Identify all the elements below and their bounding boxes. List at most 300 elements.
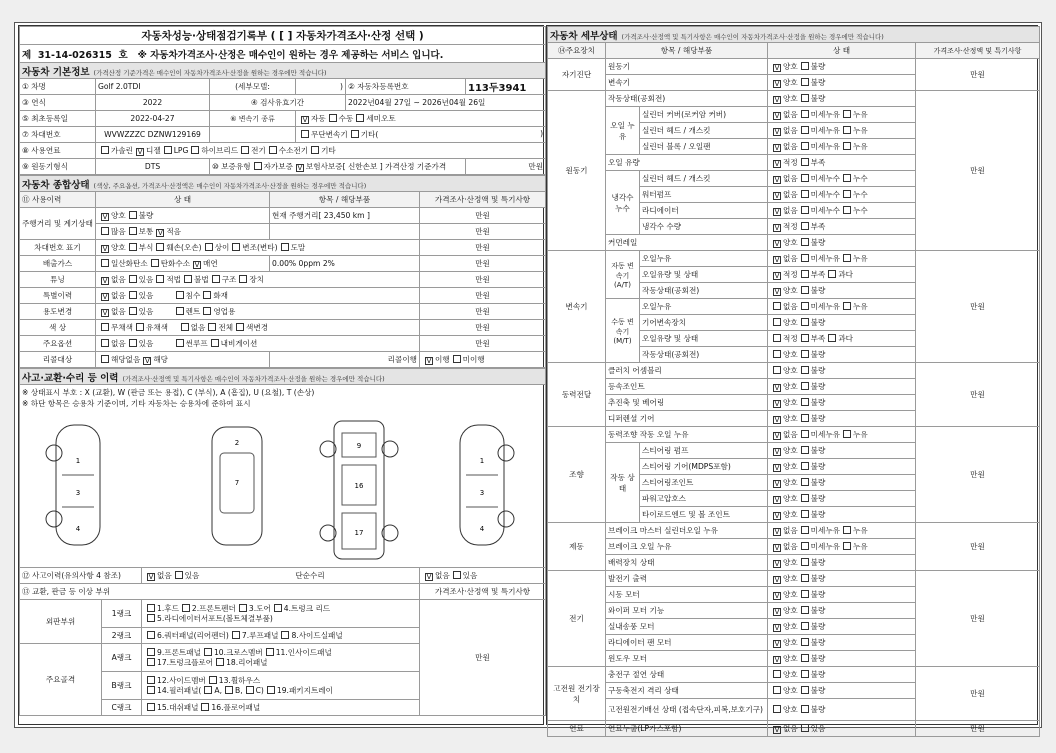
checkbox-checked[interactable]: V [774,272,780,280]
checkbox[interactable] [147,676,155,684]
checkbox[interactable] [801,238,809,246]
checkbox[interactable] [311,146,319,154]
checkbox[interactable] [184,275,192,283]
checkbox[interactable] [181,323,189,331]
state-options: V 양호 불량 [768,459,916,475]
trans-options: V 자동 수동 세미오토 [296,111,546,127]
state-options: V 양호 불량 [768,59,916,75]
checkbox-checked[interactable]: V [774,576,780,584]
item-label: 실린더 헤드 / 개스킷 [640,123,768,139]
recall-done-opts: V 이행 미이행 [420,352,546,368]
detail-title: 자동차 세부상태 (가격조사·산정액 및 특기사항은 매수인이 자동차가격조사·산정을 원하는 경우에만 적습니다) [548,27,1040,43]
year-label: ③ 연식 [20,95,96,111]
state-options: V 적정 부족 과다 [768,267,916,283]
item-label: 타이로드엔드 및 볼 조인트 [640,507,768,523]
checkbox[interactable] [801,222,809,230]
checkbox[interactable] [156,243,164,251]
checkbox[interactable] [801,62,809,70]
car-front-view-icon [202,415,272,555]
checkbox-checked[interactable]: V [102,277,108,285]
checkbox[interactable] [211,339,219,347]
checkbox[interactable] [843,142,851,150]
item-label: 동력조향 작동 오일 누유 [606,427,768,443]
checkbox-checked[interactable]: V [137,148,143,156]
checkbox[interactable] [801,478,809,486]
checkbox[interactable] [801,542,809,550]
first-reg-label: ⑤ 최초등록일 [20,111,96,127]
checkbox[interactable] [329,114,337,122]
state-options: V 적정 부족 [768,155,916,171]
checkbox[interactable] [351,130,359,138]
svg-text:9: 9 [356,442,362,450]
checkbox-checked[interactable]: V [774,208,780,216]
checkbox-checked[interactable]: V [774,112,780,120]
state-options: V 양호 불량 [768,91,916,107]
checkbox[interactable] [176,307,184,315]
checkbox[interactable] [175,571,183,579]
item-label: 오일 유량 [606,155,768,171]
checkbox[interactable] [801,705,809,713]
checkbox[interactable] [129,211,137,219]
svg-text:4: 4 [479,525,485,533]
checkbox[interactable] [801,606,809,614]
svg-text:17: 17 [354,529,364,537]
svg-text:1: 1 [479,457,485,465]
state-options: V 없음 미세누수 누수 [768,171,916,187]
state-options: V 양호 불량 [768,619,916,635]
state-options: 양호 불량 [768,667,916,683]
checkbox-checked[interactable]: V [774,160,780,168]
state-options: V 없음 미세누유 누유 [768,251,916,267]
checkbox-checked[interactable]: V [302,116,308,124]
svg-text:2: 2 [234,439,240,447]
fuel-options: 가솔린 V 디젤 LPG 하이브리드 전기 수소전기 기타 [96,143,546,159]
checkbox[interactable] [147,614,155,622]
checkbox-checked[interactable]: V [774,128,780,136]
checkbox-checked[interactable]: V [774,480,780,488]
price-cell: 만원 [420,224,546,240]
checkbox[interactable] [204,648,212,656]
price-cell: 만원 [916,59,1040,91]
recall-label: 리콜대상 [20,352,96,368]
item-label: 와이퍼 모터 기능 [606,603,768,619]
checkbox-checked[interactable]: V [774,640,780,648]
item-label: 연료누출(LP가스포함) [606,721,768,737]
year-value: 2022 [96,95,210,111]
vin-mark-label: 차대번호 표기 [20,240,96,256]
checkbox[interactable] [843,126,851,134]
accident-history-opts: V 없음 있음 단순수리 [142,568,420,584]
price-cell: 만원 [916,667,1040,721]
checkbox-checked[interactable]: V [426,357,432,365]
item-label: 시동 모터 [606,587,768,603]
checkbox[interactable] [101,227,109,235]
checkbox[interactable] [453,355,461,363]
item-label: 실린더 블록 / 오일팬 [640,139,768,155]
checkbox[interactable] [254,162,262,170]
checkbox-checked[interactable]: V [774,624,780,632]
checkbox[interactable] [843,190,851,198]
checkbox-checked[interactable]: V [774,400,780,408]
checkbox[interactable] [232,631,240,639]
state-options: V 양호 불량 [768,283,916,299]
checkbox[interactable] [209,676,217,684]
checkbox[interactable] [801,190,809,198]
checkbox[interactable] [843,302,851,310]
checkbox[interactable] [101,146,109,154]
col-device: ⑭주요장치 [548,43,606,59]
device-label: 고전원 전기장치 [548,667,606,721]
checkbox[interactable] [147,658,155,666]
checkbox[interactable] [801,462,809,470]
sub-label: 냉각수 누수 [606,171,640,235]
checkbox[interactable] [274,604,282,612]
checkbox[interactable] [136,323,144,331]
device-label: 연료 [548,721,606,737]
checkbox[interactable] [801,254,809,262]
checkbox-checked[interactable]: V [774,528,780,536]
checkbox[interactable] [801,510,809,518]
car-name-label: ① 차명 [20,79,96,95]
outer-panel-label: 외판부위 [20,600,102,644]
checkbox-checked[interactable]: V [774,464,780,472]
checkbox-checked[interactable]: V [774,416,780,424]
svg-text:4: 4 [75,525,81,533]
checkbox[interactable] [801,590,809,598]
checkbox[interactable] [801,286,809,294]
parts-label: ⑬ 교환, 판금 등 이상 부위 [20,584,420,600]
checkbox[interactable] [129,275,137,283]
sub-label: 오일 누유 [606,107,640,155]
checkbox[interactable] [204,686,212,694]
checkbox-checked[interactable]: V [774,256,780,264]
state-options: V 적정 부족 [768,219,916,235]
checkbox[interactable] [101,339,109,347]
item-label: 구동축전지 격리 상태 [606,683,768,699]
state-options: 양호 불량 [768,683,916,699]
rank2-items: 6.쿼터패널(리어펜더) 7.루프패널 8.사이드실패널 [142,628,420,644]
checkbox-checked[interactable]: V [774,192,780,200]
checkbox[interactable] [208,323,216,331]
checkbox[interactable] [281,631,289,639]
checkbox-checked[interactable]: V [774,144,780,152]
checkbox[interactable] [801,382,809,390]
sub-label: 수동 변속기 (M/T) [606,299,640,363]
checkbox[interactable] [801,414,809,422]
checkbox-checked[interactable]: V [774,592,780,600]
price-cell: 만원 [420,256,546,272]
checkbox[interactable] [801,446,809,454]
checkbox[interactable] [801,686,809,694]
model-label: (세부모델: [210,79,296,95]
rankB-label: B랭크 [102,672,142,700]
checkbox[interactable] [843,110,851,118]
checkbox-checked[interactable]: V [774,64,780,72]
vin-mark-opts: V 양호 부식 훼손(오손) 상이 변조(변타) 도말 [96,240,420,256]
checkbox-checked[interactable]: V [774,656,780,664]
checkbox[interactable] [147,648,155,656]
price-cell: 만원 [916,523,1040,571]
checkbox[interactable] [801,174,809,182]
checkbox-checked[interactable]: V [774,726,780,734]
checkbox[interactable] [147,631,155,639]
checkbox-checked[interactable]: V [774,448,780,456]
checkbox[interactable] [843,430,851,438]
checkbox[interactable] [101,323,109,331]
checkbox-checked[interactable]: V [774,96,780,104]
svg-text:7: 7 [234,479,240,487]
checkbox[interactable] [269,146,277,154]
checkbox[interactable] [147,703,155,711]
checkbox[interactable] [356,114,364,122]
checkbox-checked[interactable]: V [774,560,780,568]
price-cell: 만원 [420,240,546,256]
checkbox[interactable] [801,724,809,732]
state-options: V 양호 불량 [768,507,916,523]
checkbox[interactable] [773,350,781,358]
checkbox[interactable] [101,259,109,267]
rankA-items: 9.프론트패널 10.크로스멤버 11.인사이드패널 17.트렁크플로어 18.리어패널 [142,644,420,672]
checkbox[interactable] [201,703,209,711]
checkbox[interactable] [236,323,244,331]
checkbox[interactable] [773,705,781,713]
parts-price: 만원 [420,600,546,716]
item-label: 오일유량 및 상태 [640,331,768,347]
item-label: 디퍼렌셜 기어 [606,411,768,427]
checkbox[interactable] [801,366,809,374]
checkbox[interactable] [801,526,809,534]
special-history-label: 특별이력 [20,288,96,304]
checkbox[interactable] [801,206,809,214]
emission-opts: 일산화탄소 탄화수소 V 매연 [96,256,270,272]
checkbox-checked[interactable]: V [297,164,303,172]
checkbox[interactable] [801,110,809,118]
svg-text:3: 3 [75,489,81,497]
checkbox[interactable] [164,146,172,154]
sub-label: 자동 변속기 (A/T) [606,251,640,299]
checkbox[interactable] [843,526,851,534]
checkbox-checked[interactable]: V [774,384,780,392]
tuning-opts: V 없음 있음 적법 불법 구조 장치 [96,272,420,288]
checkbox[interactable] [129,339,137,347]
checkbox-checked[interactable]: V [102,213,108,221]
checkbox-checked[interactable]: V [774,608,780,616]
current-mileage: 현재 주행거리[ 23,450 km ] [270,208,420,224]
state-options: V 없음 미세누유 누유 [768,123,916,139]
item-label: 클러치 어셈블리 [606,363,768,379]
rank1-label: 1랭크 [102,600,142,628]
checkbox-checked[interactable]: V [774,240,780,248]
special-opts: V 없음 있음 침수 화재 [96,288,420,304]
device-label: 제동 [548,523,606,571]
state-options: V 없음 미세누유 누유 [768,139,916,155]
checkbox[interactable] [843,174,851,182]
left-pane [18,25,544,725]
rankC-label: C랭크 [102,700,142,716]
checkbox[interactable] [828,270,836,278]
checkbox[interactable] [151,259,159,267]
col-state: 상 태 [768,43,916,59]
device-label: 변속기 [548,251,606,363]
checkbox[interactable] [801,494,809,502]
checkbox[interactable] [203,291,211,299]
checkbox[interactable] [129,243,137,251]
col-state: 상 태 [96,192,270,208]
checkbox[interactable] [801,558,809,566]
checkbox[interactable] [801,142,809,150]
item-label: 작동상태(공회전) [606,91,768,107]
checkbox[interactable] [773,334,781,342]
checkbox[interactable] [301,130,309,138]
checkbox[interactable] [801,270,809,278]
right-pane [546,25,1038,734]
rankC-items: 15.대쉬패널 16.플로어패널 [142,700,420,716]
checkbox-checked[interactable]: V [774,80,780,88]
checkbox[interactable] [191,146,199,154]
state-options: V 양호 불량 [768,555,916,571]
checkbox[interactable] [801,622,809,630]
checkbox[interactable] [801,574,809,582]
checkbox-checked[interactable]: V [774,512,780,520]
checkbox[interactable] [843,254,851,262]
checkbox[interactable] [801,302,809,310]
price-cell: 만원 [916,427,1040,523]
price-cell: 만원 [916,251,1040,363]
checkbox[interactable] [773,366,781,374]
col-item: 항목 / 해당부품 [606,43,768,59]
checkbox[interactable] [773,686,781,694]
checkbox[interactable] [773,670,781,678]
rankB-items: 12.사이드멤버 13.휠하우스 14.필러패널( A, B, C) 19.패키지트레이 [142,672,420,700]
color-opts: 무채색 유채색 없음 전체 색변경 [96,320,420,336]
item-label: 브레이크 마스터 실린더오일 누유 [606,523,768,539]
valid-value: 2022년04월 27일 ~ 2026년04월 26일 [346,95,546,111]
checkbox[interactable] [801,334,809,342]
checkbox[interactable] [225,686,233,694]
item-label: 스티어링조인트 [640,475,768,491]
checkbox[interactable] [129,307,137,315]
checkbox[interactable] [129,227,137,235]
item-label: 등속조인트 [606,379,768,395]
item-label: 변속기 [606,75,768,91]
checkbox[interactable] [182,604,190,612]
checkbox[interactable] [239,275,247,283]
checkbox-checked[interactable]: V [157,229,163,237]
checkbox-checked[interactable]: V [102,293,108,301]
price-cell: 만원 [420,320,546,336]
checkbox[interactable] [843,206,851,214]
checkbox-checked[interactable]: V [144,357,150,365]
checkbox[interactable] [281,243,289,251]
state-options: V 양호 불량 [768,379,916,395]
checkbox[interactable] [266,648,274,656]
item-label: 고전원전기배선 상태 (접속단자,피복,보호기구) [606,699,768,721]
checkbox-checked[interactable]: V [774,224,780,232]
checkbox[interactable] [246,686,254,694]
price-cell: 만원 [420,208,546,224]
checkbox[interactable] [801,398,809,406]
checkbox-checked[interactable]: V [774,176,780,184]
car-frame-icon [314,415,404,565]
checkbox-checked[interactable]: V [194,261,200,269]
checkbox[interactable] [212,275,220,283]
item-label: 라디에이터 [640,203,768,219]
checkbox[interactable] [216,658,224,666]
checkbox[interactable] [156,275,164,283]
col-price: 가격조사·산정액 및 특기사항 [916,43,1040,59]
checkbox[interactable] [801,350,809,358]
price-cell: 만원 [420,304,546,320]
checkbox[interactable] [176,291,184,299]
state-options: V 양호 불량 [768,491,916,507]
checkbox[interactable] [101,355,109,363]
checkbox[interactable] [828,334,836,342]
checkbox[interactable] [801,126,809,134]
checkbox[interactable] [241,146,249,154]
device-label: 원동기 [548,91,606,251]
checkbox-checked[interactable]: V [774,288,780,296]
checkbox[interactable] [801,78,809,86]
checkbox[interactable] [801,670,809,678]
state-options: V 양호 불량 [768,603,916,619]
car-right-side-icon [442,415,522,555]
checkbox-checked[interactable]: V [148,573,154,581]
checkbox[interactable] [176,339,184,347]
device-label: 조향 [548,427,606,523]
checkbox-checked[interactable]: V [774,432,780,440]
state-options: V 양호 불량 [768,571,916,587]
checkbox-checked[interactable]: V [102,245,108,253]
checkbox[interactable] [843,542,851,550]
checkbox-checked[interactable]: V [426,573,432,581]
checkbox[interactable] [801,158,809,166]
checkbox[interactable] [203,307,211,315]
checkbox[interactable] [801,654,809,662]
state-options: V 없음 있음 [768,721,916,737]
state-options: 양호 불량 [768,315,916,331]
checkbox[interactable] [147,604,155,612]
checkbox[interactable] [453,571,461,579]
checkbox[interactable] [773,318,781,326]
checkbox[interactable] [239,604,247,612]
checkbox[interactable] [801,94,809,102]
reg-label: ② 자동차등록번호 [346,79,466,95]
checkbox[interactable] [147,686,155,694]
state-options: V 없음 미세누유 누유 [768,523,916,539]
checkbox[interactable] [129,291,137,299]
state-options: V 없음 미세누유 누유 [768,107,916,123]
checkbox[interactable] [801,638,809,646]
rank1-items: 1.후드 2.프론트펜더 3.도어 4.트렁크 리드 5.라디에이터서포트(볼트체결부품) [142,600,420,628]
checkbox[interactable] [232,243,240,251]
checkbox-checked[interactable]: V [102,309,108,317]
checkbox-checked[interactable]: V [774,496,780,504]
car-name-value: Golf 2.0TDI [96,79,210,95]
detail-table [547,26,1040,737]
checkbox-checked[interactable]: V [774,544,780,552]
checkbox[interactable] [801,430,809,438]
checkbox[interactable] [205,243,213,251]
checkbox[interactable] [801,318,809,326]
mileage-opts: V 양호 불량 [96,208,270,224]
item-label: 추진축 및 베어링 [606,395,768,411]
parts-price-header: 가격조사·산정액 및 특기사항 [420,584,546,600]
item-label: 충전구 절연 상태 [606,667,768,683]
basic-info-table [19,26,546,175]
document-number-line: 제 31-14-026315 호 ※ 자동차가격조사·산정은 매수인이 원하는 경우 제공하는 서비스 입니다. [20,45,546,63]
checkbox[interactable] [773,302,781,310]
checkbox[interactable] [267,686,275,694]
